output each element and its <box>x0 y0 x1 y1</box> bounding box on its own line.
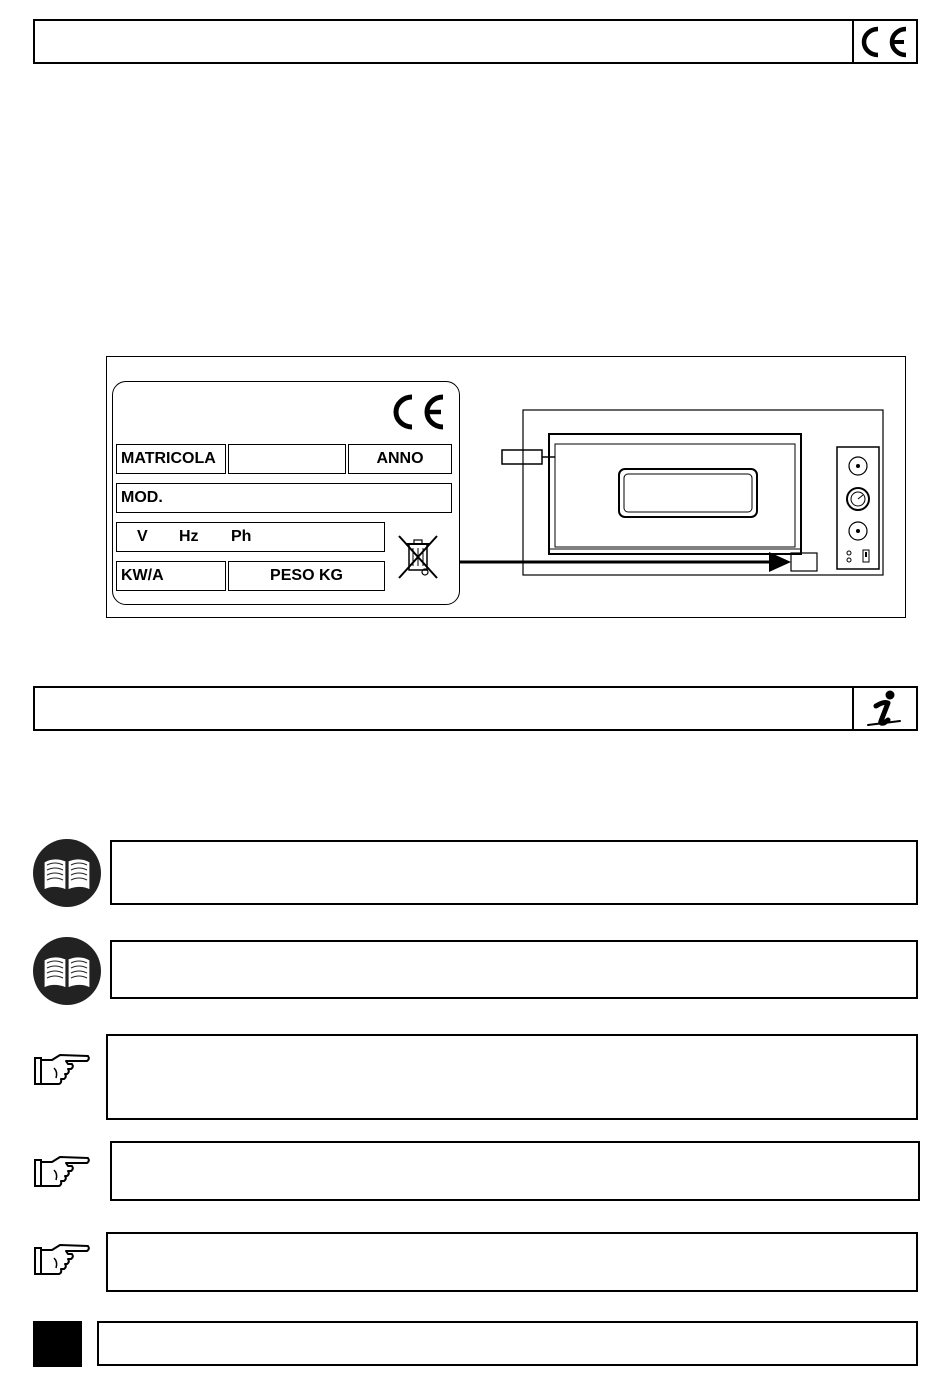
v-label: V <box>137 528 148 545</box>
info-bar <box>33 686 918 731</box>
matricola-value-cell <box>228 444 346 474</box>
mod-label: MOD. <box>121 489 163 506</box>
kwa-cell <box>116 561 226 591</box>
ce-mark-icon <box>854 21 914 62</box>
anno-cell <box>348 444 452 474</box>
crossed-bin-icon <box>395 532 441 580</box>
header-icon-cell <box>852 21 916 62</box>
note-box-5 <box>106 1232 918 1292</box>
pointing-hand-icon <box>32 1240 92 1282</box>
pointing-hand-icon <box>32 1152 92 1194</box>
peso-label: PESO KG <box>270 567 343 584</box>
header-bar <box>33 19 918 64</box>
ph-label: Ph <box>231 528 252 545</box>
footer-bar <box>97 1321 918 1366</box>
oven-front-icon <box>499 407 891 582</box>
note-box-2 <box>110 940 918 999</box>
rating-plate <box>112 381 460 605</box>
info-icon-cell <box>852 688 916 729</box>
electrical-cell <box>116 522 385 552</box>
kwa-label: KW/A <box>121 567 164 584</box>
book-icon <box>32 936 102 1006</box>
info-icon <box>854 688 914 729</box>
note-box-3 <box>106 1034 918 1120</box>
peso-cell <box>228 561 385 591</box>
anno-label: ANNO <box>376 450 424 467</box>
figure-frame <box>106 356 906 618</box>
mod-cell <box>116 483 452 513</box>
matricola-label: MATRICOLA <box>121 450 216 467</box>
page-marker-square <box>33 1321 82 1367</box>
matricola-cell <box>116 444 226 474</box>
note-box-4 <box>110 1141 920 1201</box>
ce-mark-icon <box>385 388 451 436</box>
book-icon <box>32 838 102 908</box>
note-box-1 <box>110 840 918 905</box>
hz-label: Hz <box>179 528 199 545</box>
pointing-hand-icon <box>32 1050 92 1092</box>
